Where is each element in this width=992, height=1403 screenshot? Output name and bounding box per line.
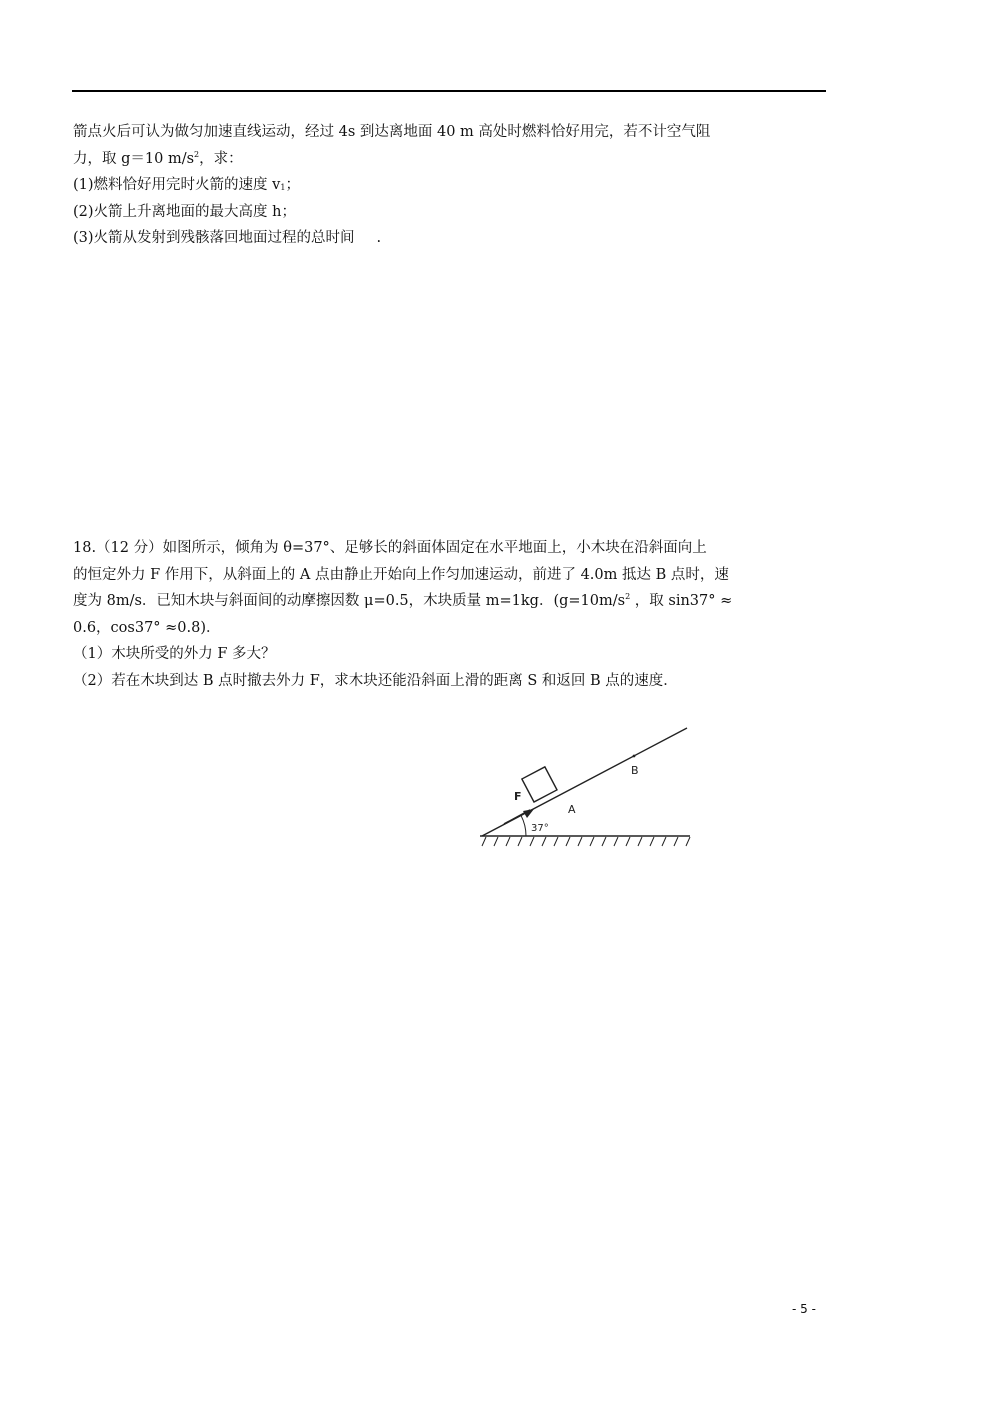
label-f: F — [514, 790, 522, 803]
point-b-dot — [633, 755, 636, 758]
label-a: A — [568, 803, 576, 816]
q18-subquestion-2: （2）若在木块到达 B 点时撤去外力 F，求木块还能沿斜面上滑的距离 S 和返回 B 点的速度． — [73, 672, 678, 689]
q18-line-1: 18.（12 分）如图所示，倾角为 θ=37°、足够长的斜面体固定在水平地面上，小木块在沿斜面向上 — [73, 540, 707, 556]
header-rule — [72, 90, 826, 92]
page-number: - 5 - — [792, 1302, 816, 1316]
force-arrowhead — [523, 809, 534, 818]
label-angle: 37° — [531, 823, 549, 834]
q18-line-4: 0.6，cos37° ≈0.8)． — [73, 619, 221, 636]
q17-subquestion-1: (1)燃料恰好用完时火箭的速度 $v_1$； — [73, 177, 300, 193]
angle-arc — [521, 816, 526, 837]
question-18 — [73, 535, 829, 694]
q17-subquestion-2: (2)火箭上升离地面的最大高度 h； — [73, 203, 296, 220]
incline-diagram — [476, 720, 696, 852]
wood-block — [522, 767, 557, 802]
label-b: B — [631, 764, 639, 777]
question-17-continuation — [73, 119, 829, 252]
q17-line-2: 力，取 g＝10 $m/s^2$，求： — [73, 149, 243, 167]
q18-subquestion-1: （1）木块所受的外力 F 多大？ — [73, 646, 276, 662]
q17-line-1: 箭点火后可认为做匀加速直线运动，经过 4s 到达离地面 40 m 高处时燃料恰好用完，若不计空气阻 — [73, 124, 711, 140]
q18-line-3: 度为 8m/s．已知木块与斜面间的动摩擦因数 μ=0.5，木块质量 m=1kg．($g=10m/s^2$ ，取 sin37° ≈ — [73, 592, 733, 609]
q17-subquestion-3: (3)火箭从发射到残骸落回地面过程的总时间 . — [73, 230, 382, 246]
q18-line-2: 的恒定外力 F 作用下，从斜面上的 A 点由静止开始向上作匀加速运动，前进了 4.0m 抵达 B 点时，速 — [73, 566, 729, 583]
ground-hatching — [482, 837, 690, 846]
